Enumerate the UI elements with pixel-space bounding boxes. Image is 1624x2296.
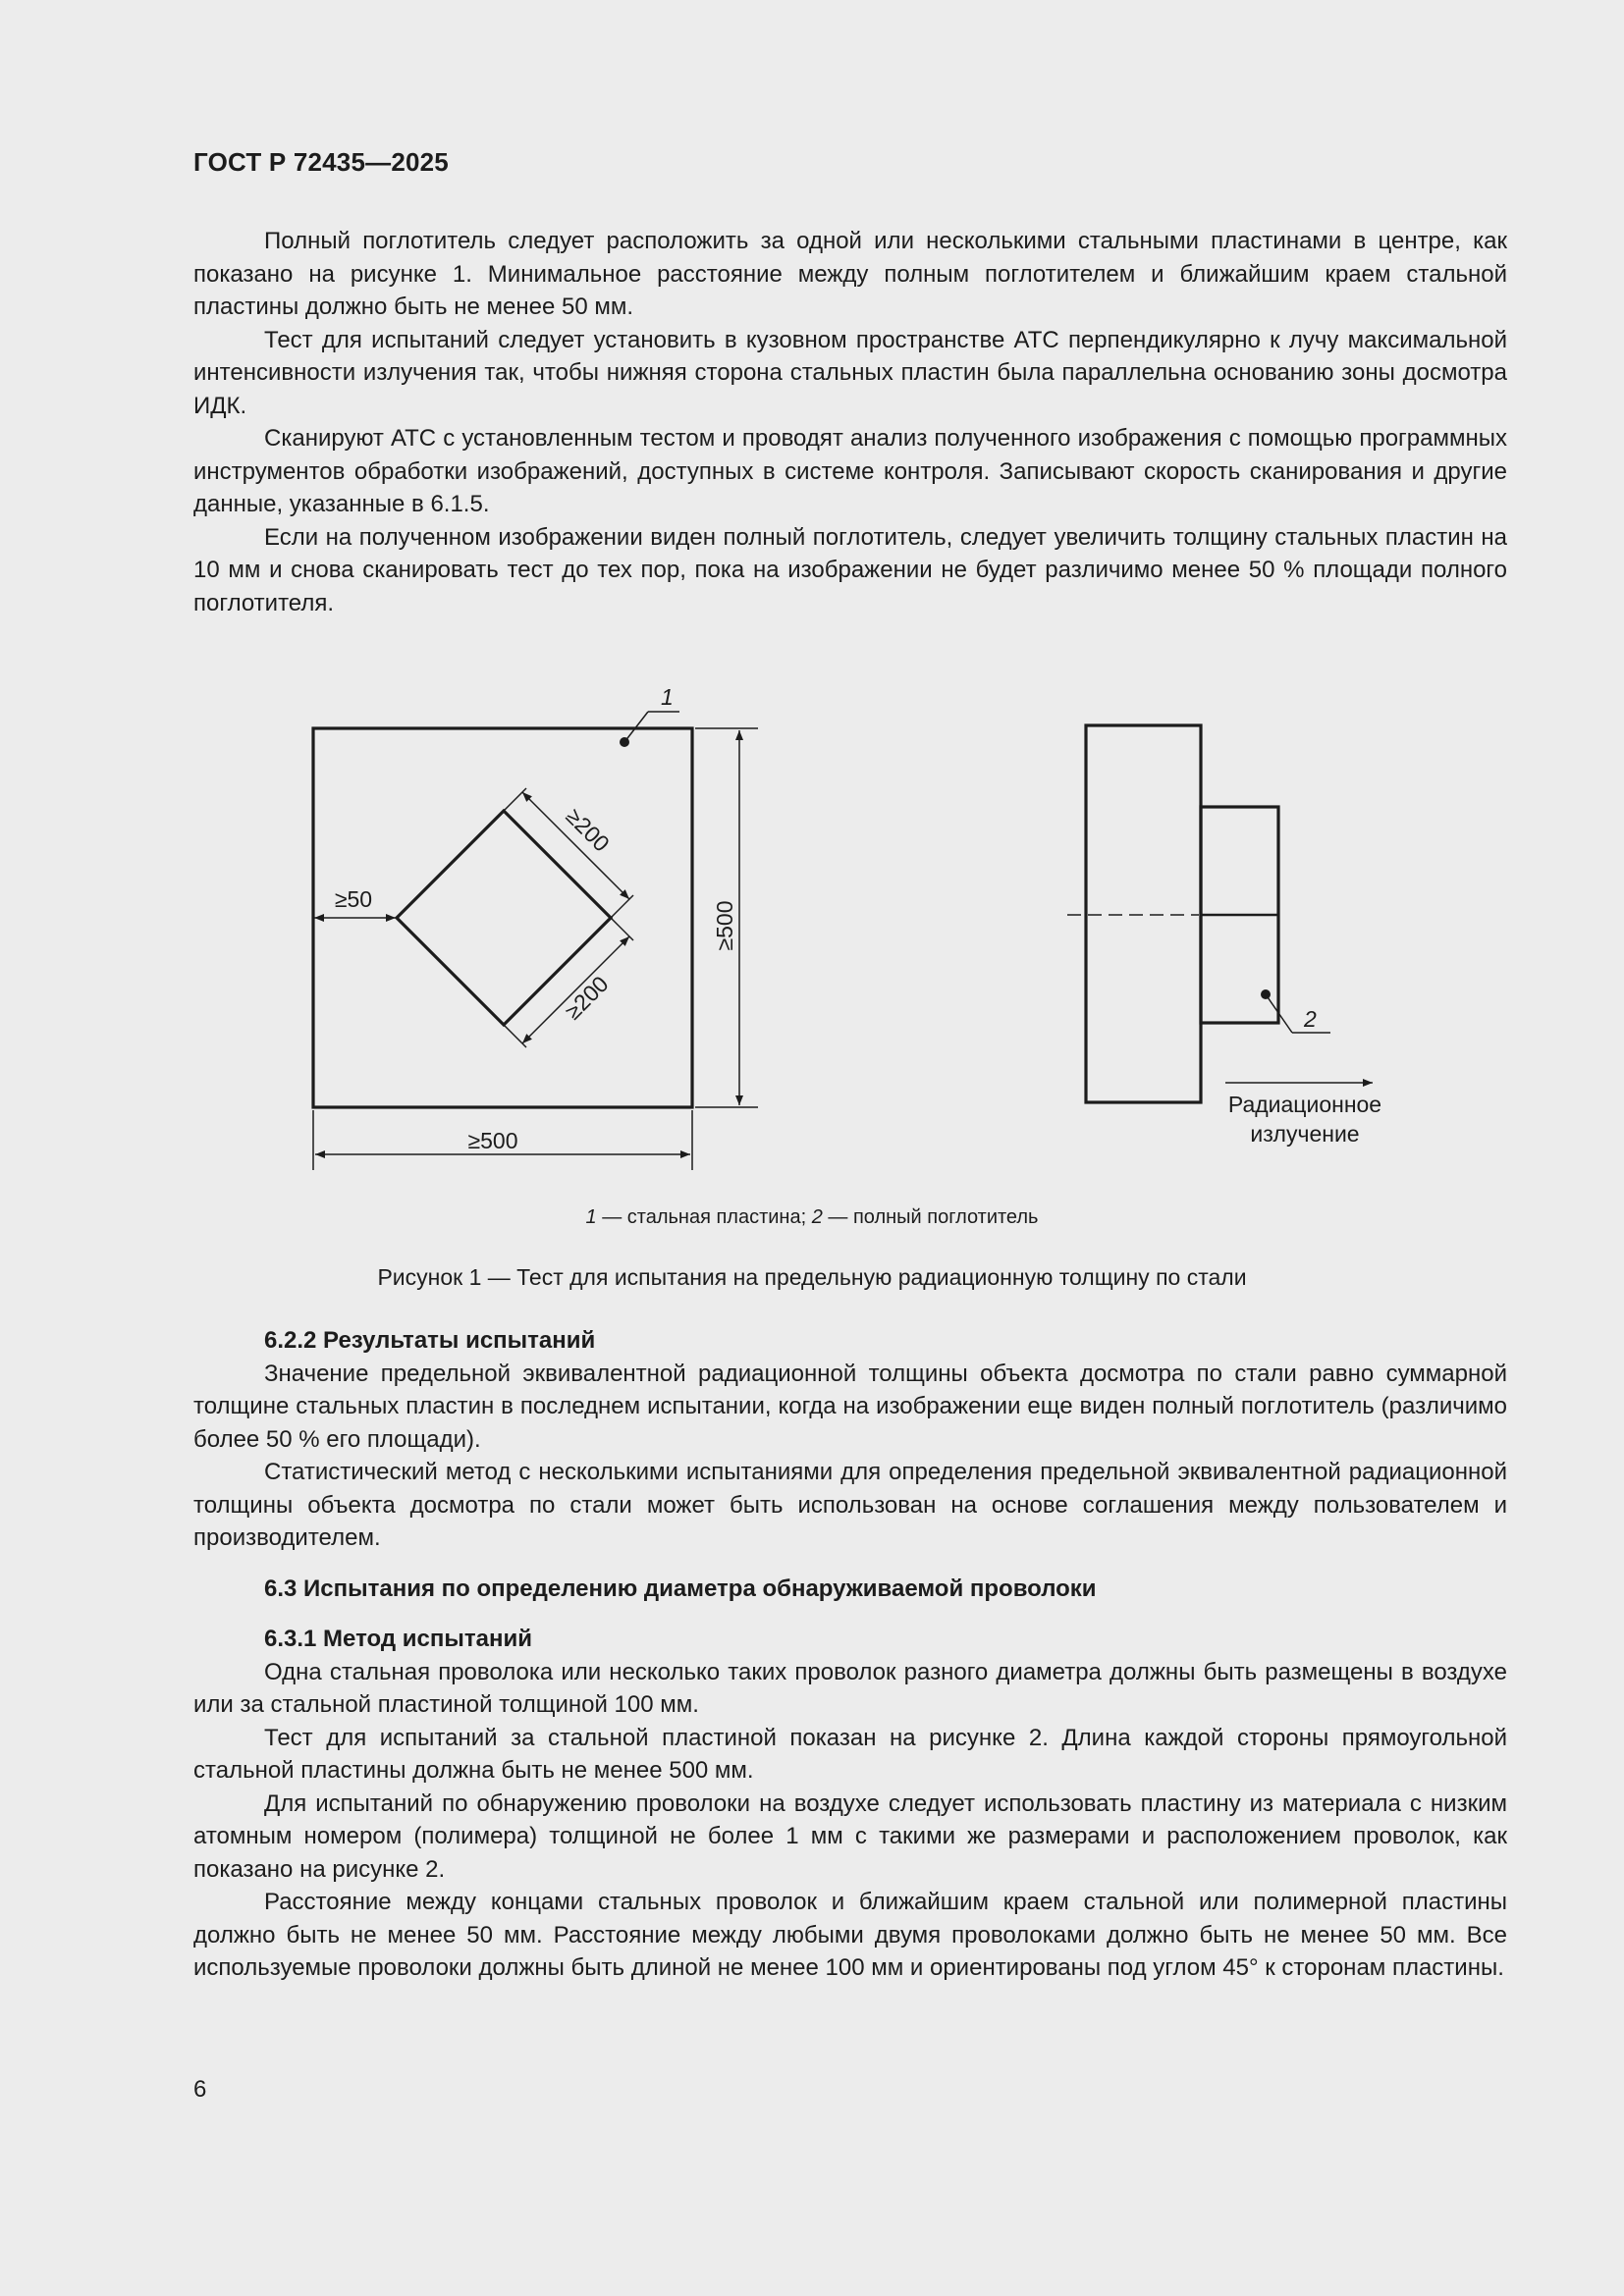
figure-legend <box>0 1206 1624 1229</box>
section-622-paragraph: Значение предельной эквивалентной радиационной толщины объекта досмотра по стали равно суммарной толщине стальных пластин в последнем испытании, когда на изображении еще виден полный поглотитель (различимо более 50 % его площади). <box>193 1360 1507 1453</box>
section-631-heading: 6.3.1 Метод испытаний <box>264 1626 532 1652</box>
legend-number-1: 1 <box>585 1206 597 1228</box>
callout-1-dot <box>620 737 629 747</box>
intro-text-block <box>193 225 1507 619</box>
full-absorber-front <box>397 811 614 1025</box>
dimension-label-500-vertical: ≥500 <box>712 900 737 951</box>
section-622-heading: 6.2.2 Результаты испытаний <box>264 1327 596 1354</box>
section-631-paragraph: Тест для испытаний за стальной пластиной показан на рисунке 2. Длина каждой стороны прямоугольной стальной пластины должна быть не менее 500 мм. <box>193 1724 1507 1784</box>
results-text-block <box>193 1324 1507 1985</box>
callout-2-label: 2 <box>1304 1006 1317 1032</box>
intro-paragraph: Если на полученном изображении виден полный поглотитель, следует увеличить толщину стальных пластин на 10 мм и снова сканировать тест до тех пор, пока на изображении не будет различимо менее 50 % площади полного поглотителя. <box>193 523 1507 616</box>
dimension-label-200-top: ≥200 <box>561 803 615 857</box>
radiation-label-line1: Радиационное <box>1227 1092 1382 1117</box>
dimension-label-200-bottom: ≥200 <box>560 971 614 1025</box>
intro-paragraph: Тест для испытаний следует установить в кузовном пространстве АТС перпендикулярно к лучу максимальной интенсивности излучения так, чтобы нижняя сторона стальных пластин была параллельна основанию зоны досмотра ИДК. <box>193 326 1507 419</box>
radiation-label-line2: излучение <box>1250 1121 1360 1147</box>
section-63-heading: 6.3 Испытания по определению диаметра обнаруживаемой проволоки <box>264 1575 1097 1602</box>
intro-paragraph: Сканируют АТС с установленным тестом и проводят анализ полученного изображения с помощью программных инструментов обработки изображений, доступных в системе контроля. Записывают скорость сканирования и другие данные, указанные в 6.1.5. <box>193 425 1507 517</box>
callout-2-dot <box>1261 989 1271 999</box>
legend-text-2: — полный поглотитель <box>822 1206 1039 1228</box>
callout-1-label: 1 <box>661 684 674 710</box>
dimension-line-200-top <box>522 792 629 899</box>
dimension-label-50: ≥50 <box>334 886 373 912</box>
legend-text-1: — стальная пластина; <box>596 1206 812 1228</box>
section-631-paragraph: Для испытаний по обнаружению проволоки на воздухе следует использовать пластину из материала с низким атомным номером (полимера) толщиной не более 1 мм с такими же размерами и расположением проволок, как показано на рисунке 2. <box>193 1789 1507 1883</box>
steel-plate-side <box>1086 725 1201 1102</box>
full-absorber-side <box>1201 807 1278 1023</box>
steel-plate-front <box>313 728 692 1107</box>
section-631-paragraph: Одна стальная проволока или несколько таких проволок разного диаметра должны быть размещены в воздухе или за стальной пластиной толщиной 100 мм. <box>193 1658 1507 1718</box>
section-631-paragraph: Расстояние между концами стальных проволок и ближайшим краем стальной или полимерной пластины должно быть не менее 50 мм. Расстояние между любыми двумя проволоками должно быть не менее 50 мм. Все используемые проволоки должны быть длиной не менее 100 мм и ориентированы под углом 45° к сторонам пластины. <box>193 1889 1507 1981</box>
dimension-line-200-bottom <box>522 936 629 1043</box>
document-id-header: ГОСТ Р 72435—2025 <box>193 147 449 177</box>
intro-paragraph: Полный поглотитель следует расположить за одной или несколькими стальными пластинами в центре, как показано на рисунке 1. Минимальное расстояние между полным поглотителем и ближайшим краем стальной пластины должно быть не менее 50 мм. <box>193 228 1507 320</box>
legend-number-2: 2 <box>811 1206 823 1228</box>
figure-caption: Рисунок 1 — Тест для испытания на предельную радиационную толщину по стали <box>377 1264 1247 1290</box>
page-number: 6 <box>193 2076 207 2103</box>
section-622-paragraph: Статистический метод с несколькими испытаниями для определения предельной эквивалентной радиационной толщины объекта досмотра по стали может быть использован на основе соглашения между пользователем и производителем. <box>193 1459 1507 1551</box>
dimension-label-500-horizontal: ≥500 <box>467 1128 518 1153</box>
